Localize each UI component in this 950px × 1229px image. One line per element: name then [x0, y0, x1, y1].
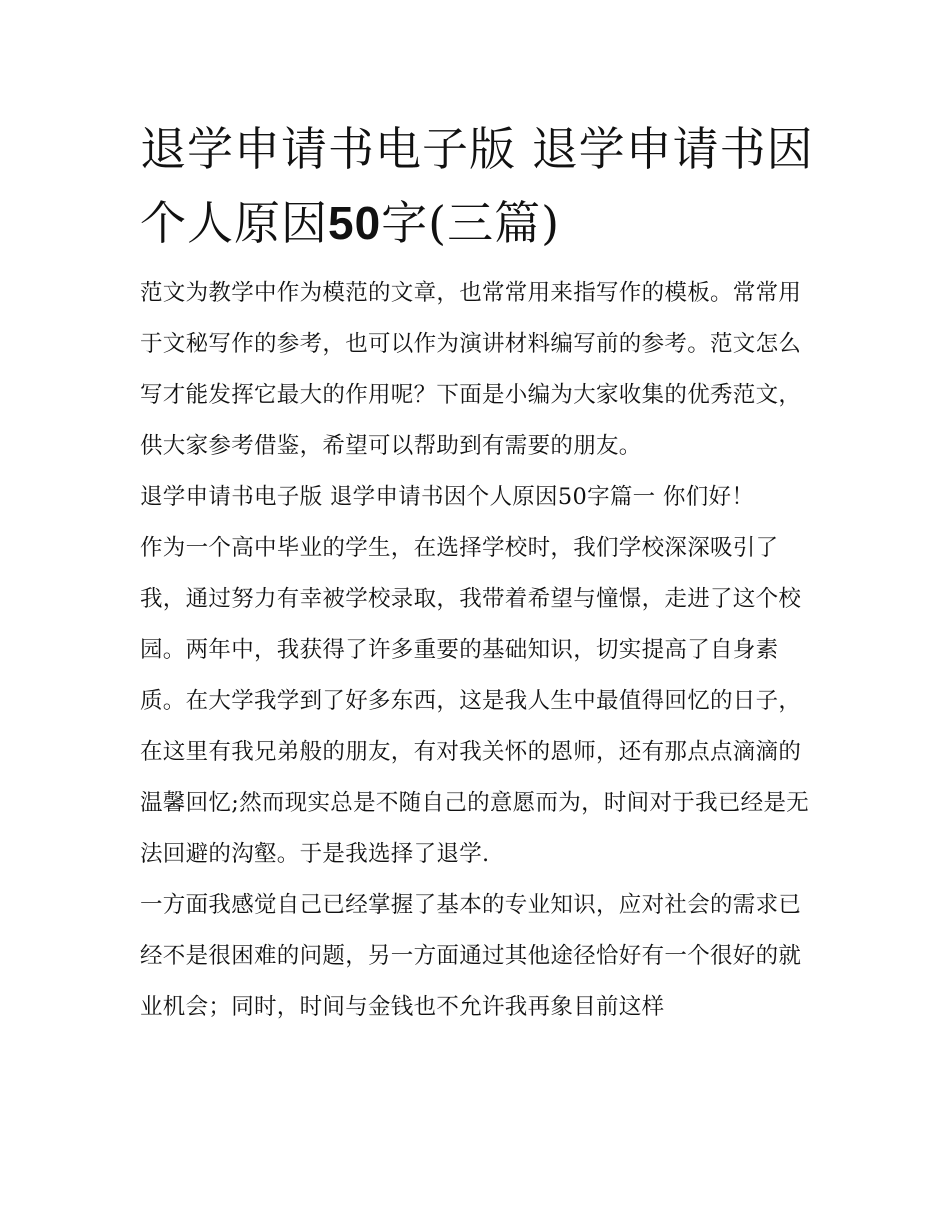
title-number: 50: [328, 197, 382, 249]
body-paragraph-1: 作为一个高中毕业的学生，在选择学校时，我们学校深深吸引了我，通过努力有幸被学校录取，我带着希望与憧憬，走进了这个校园。两年中，我获得了许多重要的基础知识，切实提高了自身素质。在大学我学到了好多东西，这是我人生中最值得回忆的日子，在这里有我兄弟般的朋友，有对我关怀的恩师，还有那点点滴滴的温馨回忆;然而现实总是不随自己的意愿而为，时间对于我已经是无法回避的沟壑。于是我选择了退学.: [140, 535, 810, 867]
title-text-2: 字(三篇): [381, 196, 561, 250]
title-text-1: 退学申请书电子版 退学申请书因个人原因: [140, 122, 814, 250]
document-page: [140, 112, 816, 1033]
body-paragraph-2: 一方面我感觉自己已经掌握了基本的专业知识，应对社会的需求已经不是很困难的问题，另一方面通过其他途径恰好有一个很好的就业机会；同时，时间与金钱也不允许我再象目前这样: [140, 892, 802, 1020]
intro-paragraph: 范文为教学中作为模范的文章，也常常用来指写作的模板。常常用于文秘写作的参考，也可以作为演讲材料编写前的参考。范文怎么写才能发挥它最大的作用呢？下面是小编为大家收集的优秀范文，供大家参考借鉴，希望可以帮助到有需要的朋友。: [140, 280, 802, 459]
section-heading-paragraph: 退学申请书电子版 退学申请书因个人原因50字篇一 你们好！: [140, 484, 755, 510]
document-title: [140, 112, 816, 260]
